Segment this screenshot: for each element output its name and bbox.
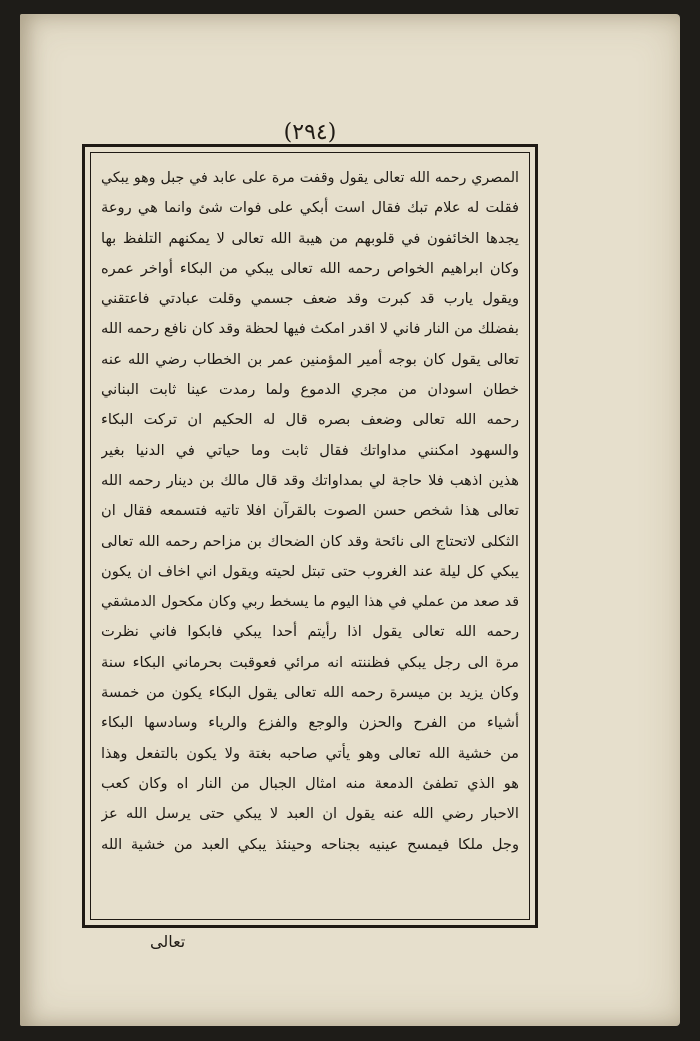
text-line: المصري رحمه الله تعالى يقول وقفت مرة على عابد في جبل وهو يبكي: [101, 170, 519, 186]
text-line: رحمه الله تعالى يقول اذا رأيتم أحدا يبكي فابكوا فاني نظرت: [101, 623, 519, 641]
text-line: مرة الى رجل يبكي فظننته انه مرائي فعوقبت بحرماني البكاء سنة: [101, 653, 519, 671]
text-line: هو الذي تطفئ الدمعة منه امثال الجبال من النار اه وكان كعب: [101, 774, 519, 792]
text-line: وكان يزيد بن ميسرة رحمه الله تعالى يقول البكاء يكون من خمسة: [101, 684, 519, 702]
text-block: [101, 163, 519, 909]
text-line: قد صعد من عملي في هذا اليوم ما يسخط ربي وكان مكحول الدمشقي: [101, 594, 519, 611]
page-number: (٢٩٤): [283, 120, 337, 145]
text-line: يجدها الخائفون في قلوبهم من هيبة الله تعالى لا يمكنهم التلفظ بها: [101, 229, 519, 247]
text-line: وكان ابراهيم الخواص رحمه الله تعالى يبكي من البكاء أواخر عمره: [101, 259, 519, 277]
text-line: الثكلى لاتحتاج الى نائحة وقد كان الضحاك بن مزاحم رحمه الله تعالى: [101, 532, 519, 550]
text-line: والسهود امكنني مداواتك فقال ثابت وما حياتي في الدنيا بغير: [101, 441, 519, 459]
text-line: أشياء من الفرح والحزن والوجع والفزع والرياء وسادسها البكاء: [101, 714, 519, 732]
text-line: تعالى يقول كان بوجه أمير المؤمنين عمر بن الخطاب رضي الله عنه: [101, 350, 519, 368]
text-line: تعالى هذا شخص حسن الصوت بالقرآن افلا تاتيه فتسمعه فقال ان: [101, 502, 519, 520]
catchword: تعالى: [150, 932, 186, 951]
text-line: وجل ملكا فيمسح عينيه بجناحه وحينئذ يبكي العبد من خشية الله: [101, 835, 519, 853]
text-frame-inner: [90, 152, 530, 920]
text-line: رحمه الله تعالى وضعف بصره قال له الحكيم ان تركت البكاء: [101, 411, 519, 429]
text-line: فقلت له علام تبك فقال است أبكي على فوات شئ وانما هي روعة: [101, 199, 519, 217]
text-line: خطان اسودان من مجري الدموع ولما رمدت عينا ثابت البناني: [101, 381, 519, 399]
text-line: بفضلك من النار فاني لا اقدر امكث فيها لحظة وقد كان نافع رحمه الله: [101, 320, 519, 338]
text-line: ويقول يارب قد كبرت وقد ضعف جسمي وقلت عبادتي فاعتقني: [101, 290, 519, 308]
text-line: يبكي كل ليلة عند الغروب حتى تبتل لحيته ويقول اني اخاف ان يكون: [101, 562, 519, 580]
text-line: الاحبار رضي الله عنه يقول ان العبد لا يبكي حتى يرسل الله عز: [101, 805, 519, 823]
text-line: هذين اذهب فلا حاجة لي بمداواتك وقد قال مالك بن دينار رحمه الله: [101, 471, 519, 489]
book-page: [20, 14, 680, 1026]
text-frame: [82, 144, 538, 928]
text-line: من خشية الله تعالى وهو يأتي صاحبه بغتة ولا يكون بالتفعل وهذا: [101, 744, 519, 762]
